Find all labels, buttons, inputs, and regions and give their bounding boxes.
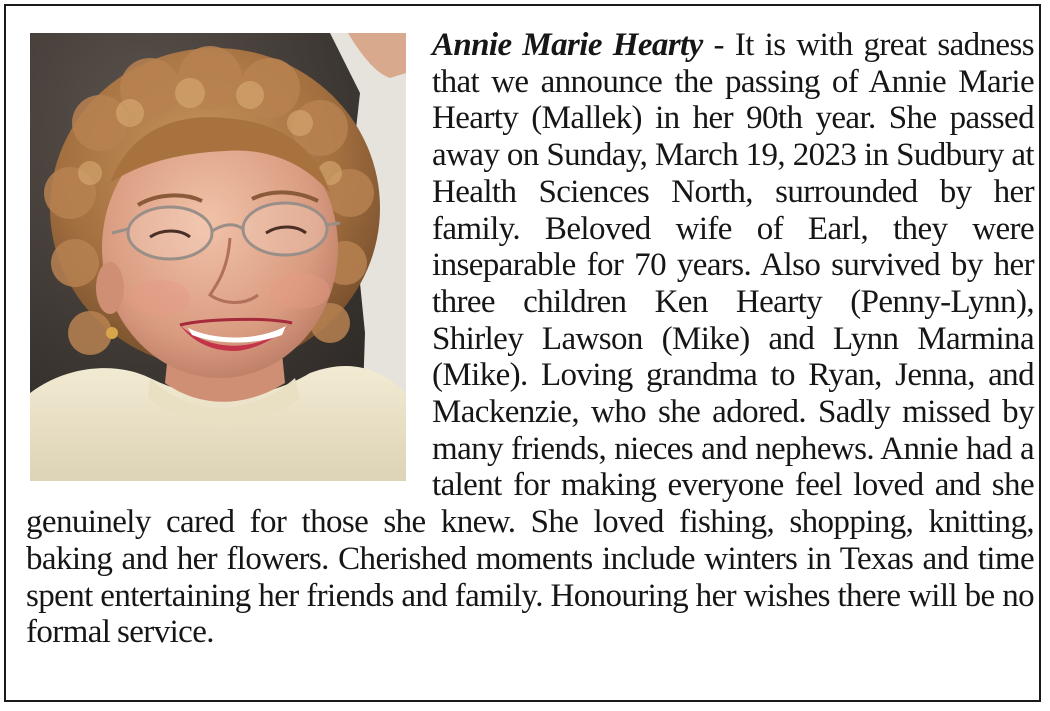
obituary-body: It is with great sadness that we announce the passing of Annie Marie Hearty (Mallek) in her 90th year. She passed away on Sunday, March 19, 2023 in Sudbury at Health Sciences North, surrounded by her family. Beloved wife of Earl, they were inseparable for 70 years. Also survived by her three children Ken Hearty (Penny-Lynn), Shirley Lawson (Mike) and Lynn Marmina (Mike). Loving grandma to Ryan, Jenna, and Mackenzie, who she adored. Sadly missed by many friends, nieces and nephews. Annie had a talent for making everyone feel loved and she genuinely cared for those she knew. She loved fishing, shopping, knitting, baking and her flowers. Cherished moments include winters in Texas and time spent entertaining her friends and family. Honouring her wishes there will be no formal service. [26, 27, 1034, 651]
portrait-photo [30, 33, 406, 481]
portrait-illustration [30, 33, 406, 481]
obituary-article [26, 27, 1034, 651]
obituary-frame [4, 4, 1041, 702]
name-separator: - [702, 27, 735, 63]
deceased-name: Annie Marie Hearty [432, 27, 703, 63]
